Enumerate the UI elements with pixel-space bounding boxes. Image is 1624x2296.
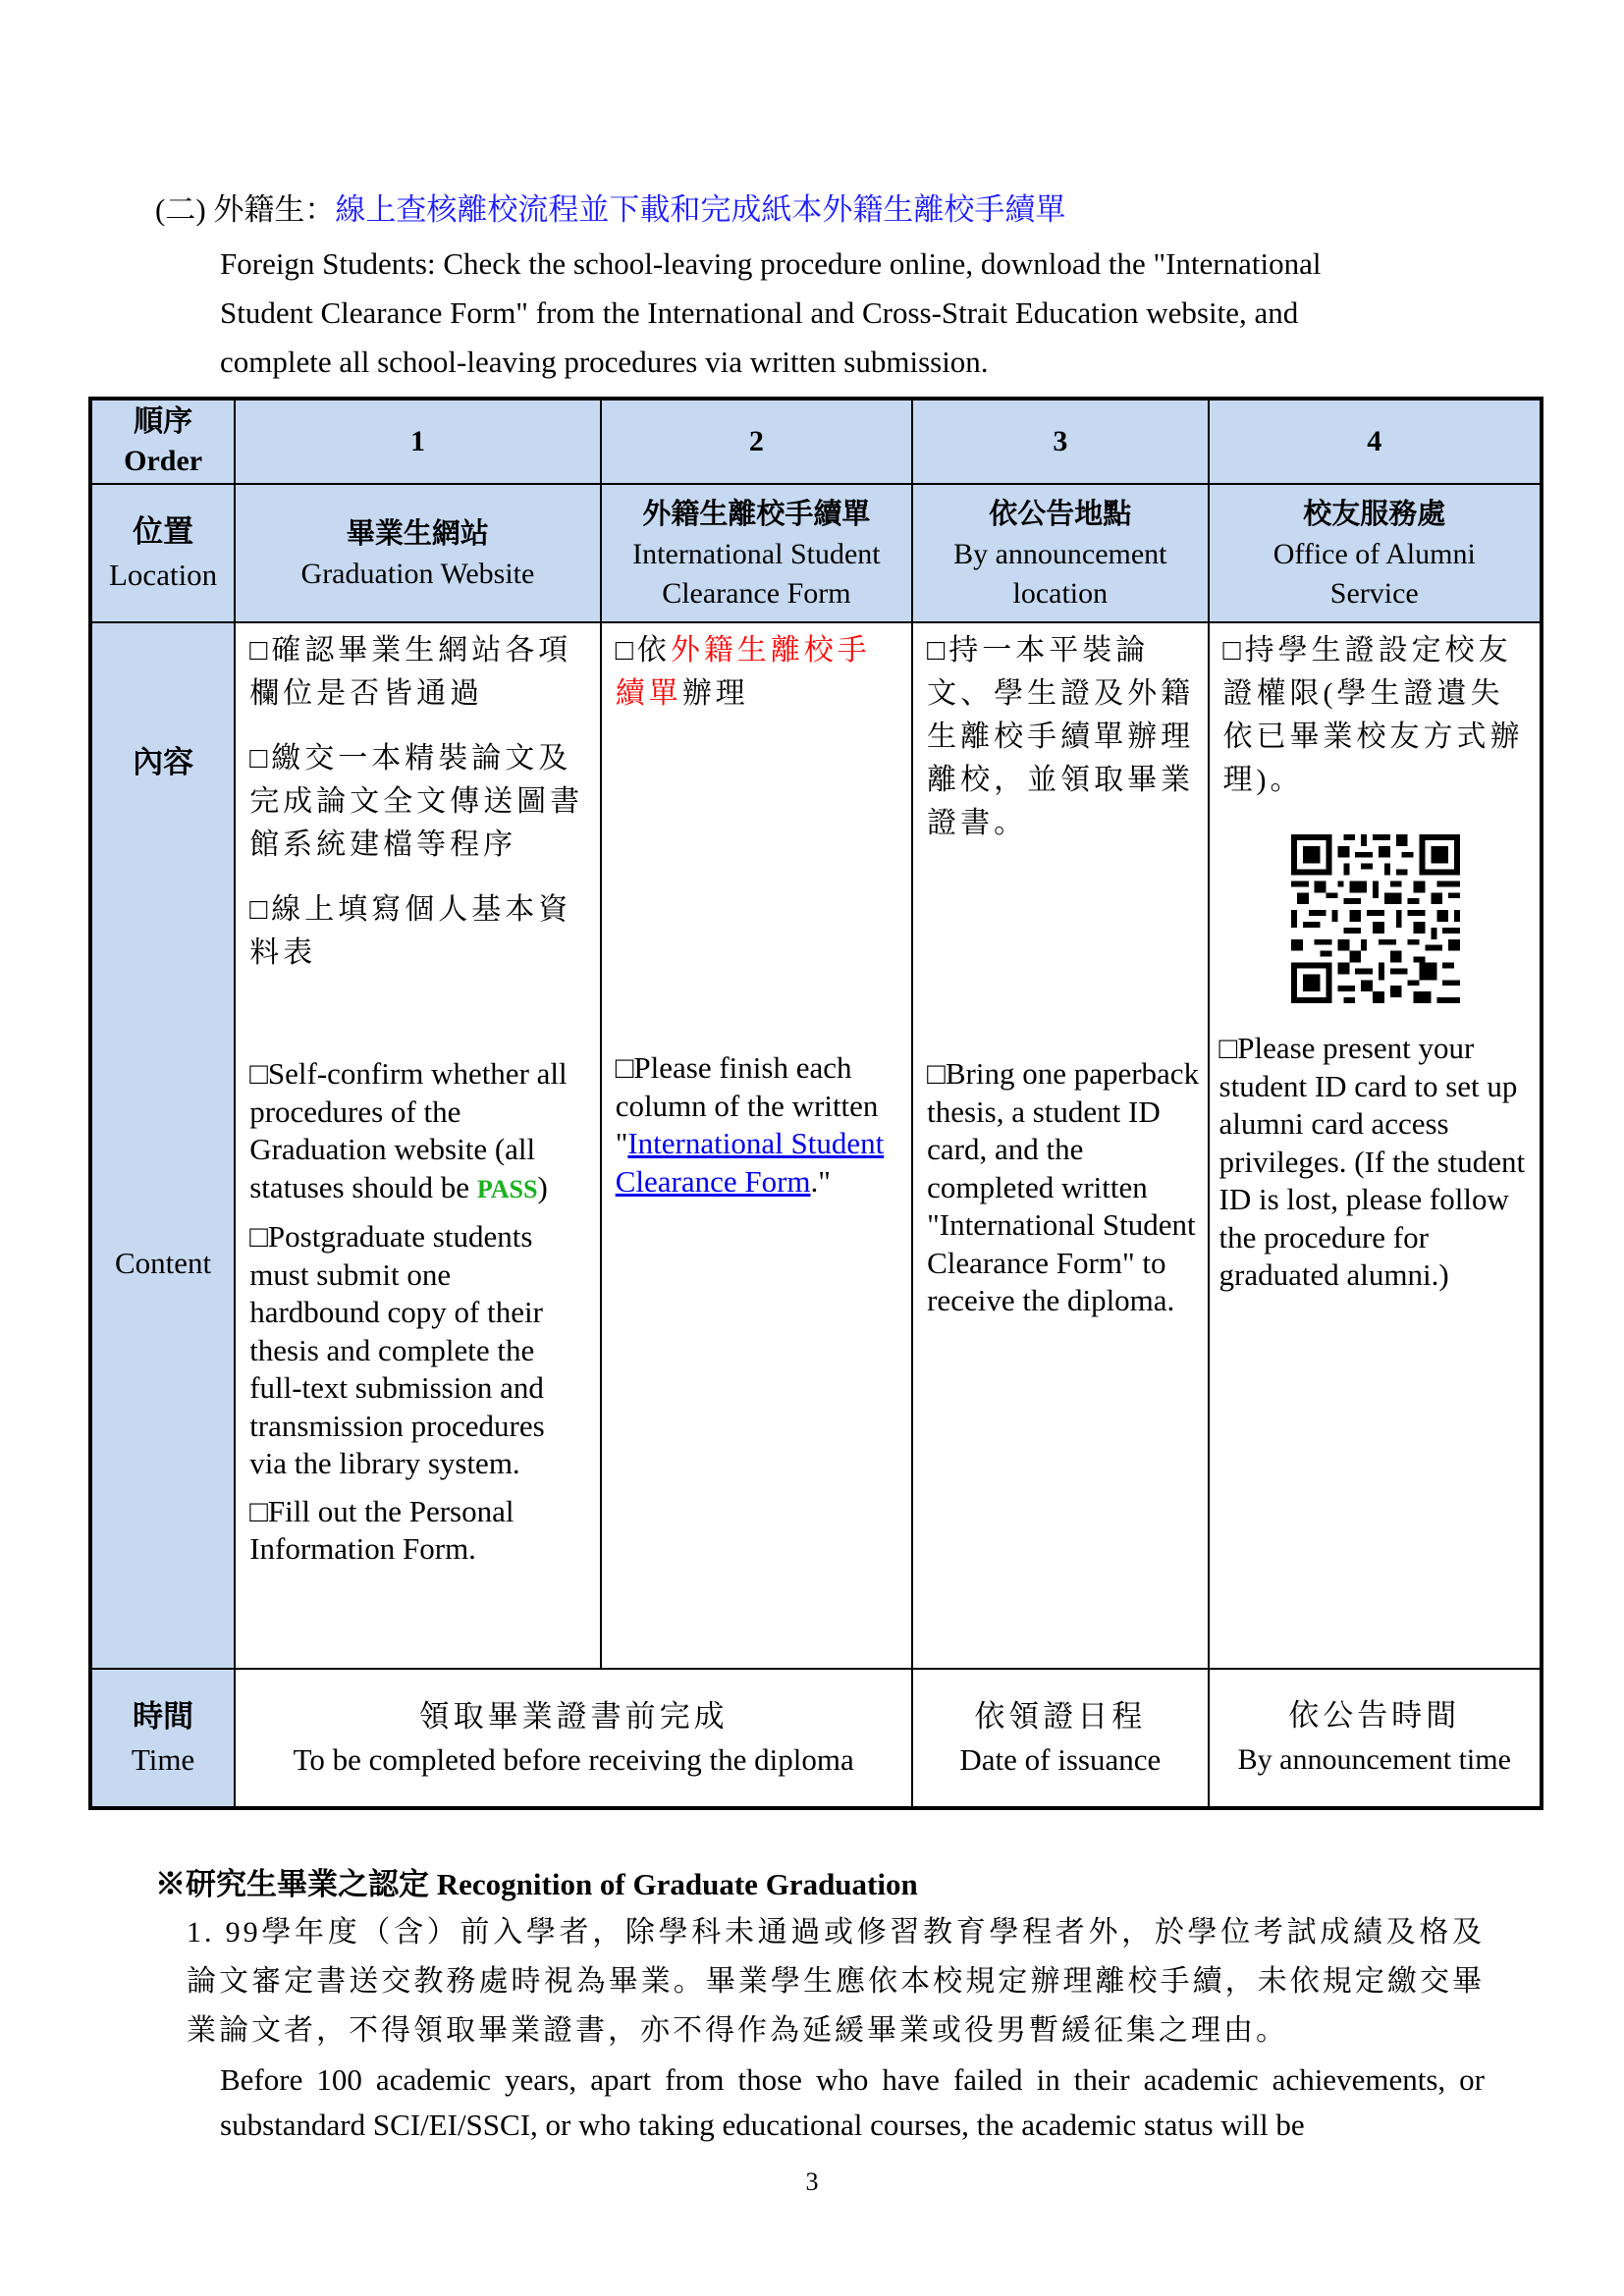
col1-zh-item: □確認畢業生網站各項欄位是否皆通過 (249, 634, 572, 710)
page-number: 3 (805, 2167, 819, 2196)
col1-en-item: □Fill out the Personal Information Form. (249, 1493, 514, 1566)
col1-en1-close: ) (537, 1169, 548, 1204)
col4-zh-block (1223, 629, 1536, 824)
col1-en-block (249, 1055, 588, 1578)
section-intro (220, 240, 1487, 387)
section-heading (155, 188, 1065, 232)
col1-en-item (249, 1055, 588, 1208)
col2-zh-pre: □依 (615, 634, 671, 667)
location-en-text: Graduation Website (300, 557, 535, 590)
time-zh-text: 依公告時間 (1288, 1698, 1461, 1733)
location-zh: 位置 (133, 513, 194, 549)
content-row (90, 622, 1542, 1669)
time-cell (912, 1669, 1208, 1808)
time-row (90, 1669, 1542, 1808)
content-cell-4 (1209, 622, 1542, 1669)
col3-en-item: □Bring one paperback thesis, a student ID card, and the completed written "International Student Clearance Form" to receive the diploma. (927, 1056, 1200, 1317)
col2-en-item (616, 1049, 902, 1201)
time-zh-text: 領取畢業證書前完成 (418, 1698, 729, 1734)
content-en: Content (115, 1246, 212, 1280)
col3-en-block (927, 1055, 1202, 1330)
col2-zh-item (616, 629, 902, 716)
section-prefix: (二) 外籍生： (155, 192, 336, 227)
col2-en-pre: □Please finish each column of the written " (615, 1050, 879, 1160)
intro-line: complete all school-leaving procedures via written submission. (220, 345, 989, 379)
col2-en-block (616, 1049, 902, 1210)
col1-zh-item: □繳交一本精裝論文及完成論文全文傳送圖書館系統建檔等程序 (249, 742, 584, 861)
content-cell-2 (601, 622, 912, 1669)
location-zh-text: 校友服務處 (1303, 498, 1446, 530)
note-title: ※研究生畢業之認定 Recognition of Graduate Graduation (155, 1867, 918, 1901)
note-item-en: Before 100 academic years, apart from those who have failed in their academic achievements, or substandard SCI/EI/SSCI, or who taking educational courses, the academic status will be (220, 2062, 1485, 2142)
intro-line: Foreign Students: Check the school-leaving procedure online, download the "International (220, 246, 1322, 281)
procedure-table (88, 397, 1543, 1810)
order-row (90, 399, 1542, 484)
location-cell (912, 484, 1208, 622)
time-en-text: To be completed before receiving the diploma (293, 1741, 854, 1777)
time-zh: 時間 (133, 1698, 194, 1734)
step-number: 2 (601, 399, 912, 484)
location-en-text: Office of Alumni Service (1272, 537, 1476, 610)
location-row (90, 484, 1542, 622)
qr-code-icon[interactable] (1291, 834, 1460, 1003)
location-cell (1209, 484, 1542, 622)
time-header (90, 1669, 235, 1808)
step-number: 4 (1209, 399, 1542, 484)
location-cell (235, 484, 601, 622)
content-zh: 內容 (133, 745, 194, 779)
order-zh: 順序 (134, 405, 193, 438)
location-zh-text: 依公告地點 (989, 498, 1132, 530)
col1-en1-text: □Self-confirm whether all procedures of the Graduation website (all statuses should be (249, 1056, 568, 1204)
col1-en-item: □Postgraduate students must submit one hardbound copy of their thesis and complete the full-text submission and transmission procedures via the library system. (249, 1219, 545, 1480)
content-header (90, 622, 235, 1669)
pass-status: PASS (476, 1174, 538, 1203)
location-en-text: International Student Clearance Form (632, 537, 881, 610)
col2-zh-block (616, 629, 902, 737)
content-cell-3 (912, 622, 1208, 1669)
clearance-form-name: 外籍生離校手續單 (615, 634, 871, 710)
time-en: Time (131, 1741, 195, 1777)
location-en: Location (109, 557, 218, 592)
col1-zh-item: □線上填寫個人基本資料表 (249, 893, 572, 969)
step-number: 1 (235, 399, 601, 484)
col4-en-item: □Please present your student ID card to set up alumni card access privileges. (If the student ID is lost, please follow the procedure for graduated alumni.) (1218, 1031, 1526, 1292)
content-cell-1 (235, 622, 601, 1669)
section-title-blue: 線上查核離校流程並下載和完成紙本外籍生離校手續單 (335, 192, 1066, 227)
location-header (90, 484, 235, 622)
location-cell (601, 484, 912, 622)
col3-zh-item: □持一本平裝論文、學生證及外籍生離校手續單辦理離校，並領取畢業證書。 (927, 634, 1195, 839)
location-en-text: By announcement location (953, 537, 1167, 610)
location-zh-text: 外籍生離校手續單 (642, 498, 871, 530)
time-en-text: By announcement time (1237, 1743, 1511, 1776)
order-en: Order (124, 445, 203, 477)
clearance-form-link[interactable]: International Student Clearance Form (615, 1126, 885, 1199)
note-item-zh: 1. 99學年度（含）前入學者，除學科未通過或修習教育學程者外，於學位考試成績及格及論文審定書送交教務處時視為畢業。畢業學生應依本校規定辦理離校手續，未依規定繳交畢業論文者，不得領取畢業證書，亦不得作為延緩畢業或役男暫緩征集之理由。 (187, 1916, 1485, 2047)
col2-zh-post: 辦理 (681, 677, 749, 710)
col3-zh-block (927, 629, 1200, 867)
location-zh-text: 畢業生網站 (346, 517, 489, 550)
time-cell (1209, 1669, 1542, 1808)
time-en-text: Date of issuance (959, 1741, 1162, 1777)
order-header (90, 399, 235, 484)
col4-zh-item: □持學生證設定校友證權限(學生證遺失依已畢業校友方式辦理)。 (1222, 634, 1524, 796)
col4-en-block (1219, 1030, 1532, 1305)
col2-en-post: ." (810, 1163, 831, 1199)
intro-line: Student Clearance Form" from the International and Cross-Strait Education website, and (220, 295, 1299, 330)
time-zh-text: 依領證日程 (974, 1698, 1147, 1734)
time-cell (235, 1669, 912, 1808)
note-body (187, 1908, 1485, 2148)
step-number: 3 (912, 399, 1208, 484)
col1-zh-block (249, 629, 593, 996)
